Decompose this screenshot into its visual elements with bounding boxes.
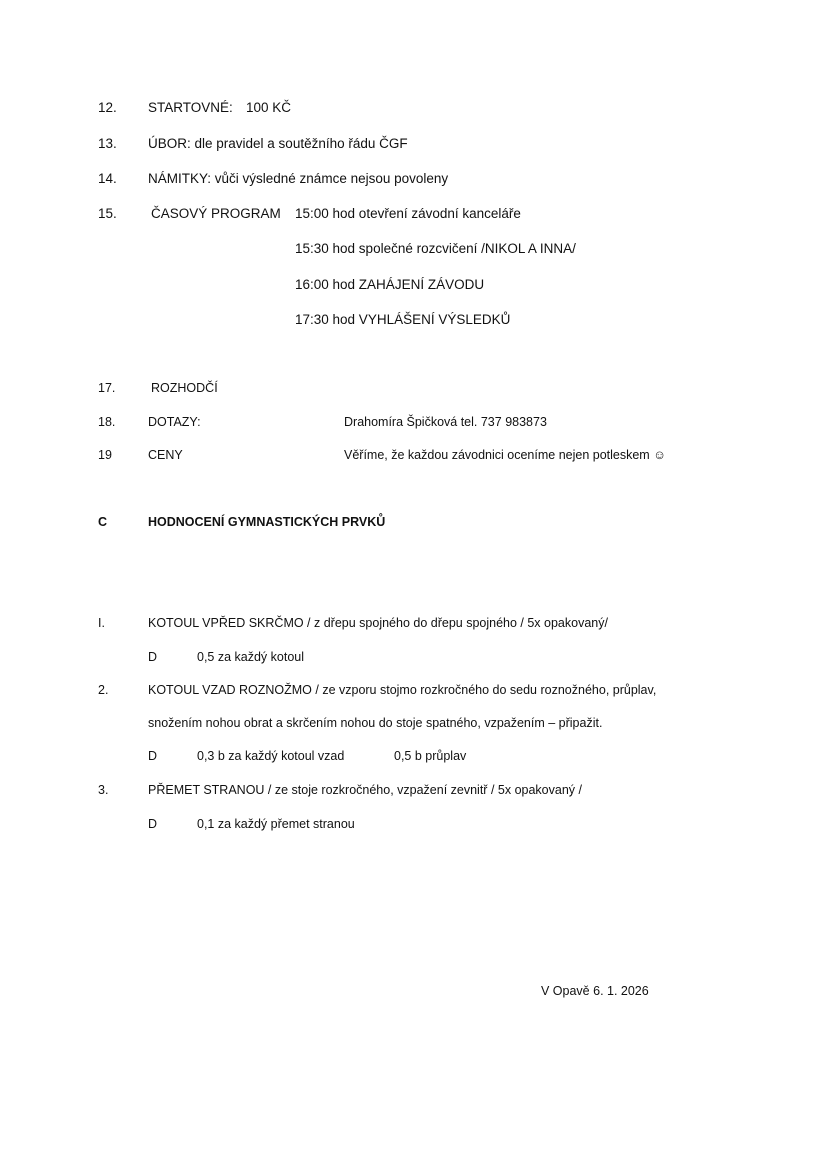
element-3-scoring-a: 0,1 za každý přemet stranou — [197, 817, 355, 831]
item-13-text: ÚBOR: dle pravidel a soutěžního řádu ČGF — [148, 136, 408, 151]
place-date: V Opavě 6. 1. 2026 — [541, 984, 649, 998]
element-1-number: I. — [98, 616, 105, 630]
item-19-value: Věříme, že každou závodnici oceníme nejen potleskem ☺ — [344, 448, 666, 462]
section-c-letter: C — [98, 515, 108, 529]
element-2-number: 2. — [98, 683, 109, 697]
schedule-line: 15:00 hod otevření závodní kanceláře — [295, 206, 521, 221]
schedule-line: 15:30 hod společné rozcvičení /NIKOL A INNA/ — [295, 241, 576, 256]
element-2-scoring-a: 0,3 b za každý kotoul vzad — [197, 749, 345, 763]
element-2-scoring-b: 0,5 b průplav — [394, 749, 467, 763]
section-c-title: HODNOCENÍ GYMNASTICKÝCH PRVKŮ — [148, 515, 386, 529]
item-17-number: 17. — [98, 381, 116, 395]
item-19-number: 19 — [98, 448, 112, 462]
element-1-scoring-letter: D — [148, 650, 158, 664]
element-3-text: PŘEMET STRANOU / ze stoje rozkročného, vzpažení zevnitř / 5x opakovaný / — [148, 783, 582, 797]
element-3-scoring-letter: D — [148, 817, 158, 831]
item-13-number: 13. — [98, 136, 117, 151]
schedule-line: 17:30 hod VYHLÁŠENÍ VÝSLEDKŮ — [295, 312, 511, 327]
item-19-label: CENY — [148, 448, 183, 462]
element-2-text-cont: snožením nohou obrat a skrčením nohou do stoje spatného, vzpažením – připažit. — [148, 716, 603, 730]
item-18-label: DOTAZY: — [148, 415, 201, 429]
item-18-value: Drahomíra Špičková tel. 737 983873 — [344, 415, 547, 429]
schedule-line: 16:00 hod ZAHÁJENÍ ZÁVODU — [295, 277, 485, 292]
element-2-text: KOTOUL VZAD ROZNOŽMO / ze vzporu stojmo rozkročného do sedu roznožného, průplav, — [148, 683, 657, 697]
item-18-number: 18. — [98, 415, 116, 429]
item-15-label: ČASOVÝ PROGRAM — [151, 206, 281, 221]
element-2-scoring-letter: D — [148, 749, 158, 763]
item-17-label: ROZHODČÍ — [151, 381, 218, 395]
item-12-value: 100 KČ — [246, 100, 292, 115]
element-1-scoring-a: 0,5 za každý kotoul — [197, 650, 305, 664]
item-14-number: 14. — [98, 171, 117, 186]
item-12-number: 12. — [98, 100, 117, 115]
item-15-number: 15. — [98, 206, 117, 221]
item-14-text: NÁMITKY: vůči výsledné známce nejsou povoleny — [148, 171, 449, 186]
item-12-label: STARTOVNÉ: — [148, 100, 233, 115]
element-3-number: 3. — [98, 783, 109, 797]
element-1-text: KOTOUL VPŘED SKRČMO / z dřepu spojného do dřepu spojného / 5x opakovaný/ — [148, 616, 608, 630]
